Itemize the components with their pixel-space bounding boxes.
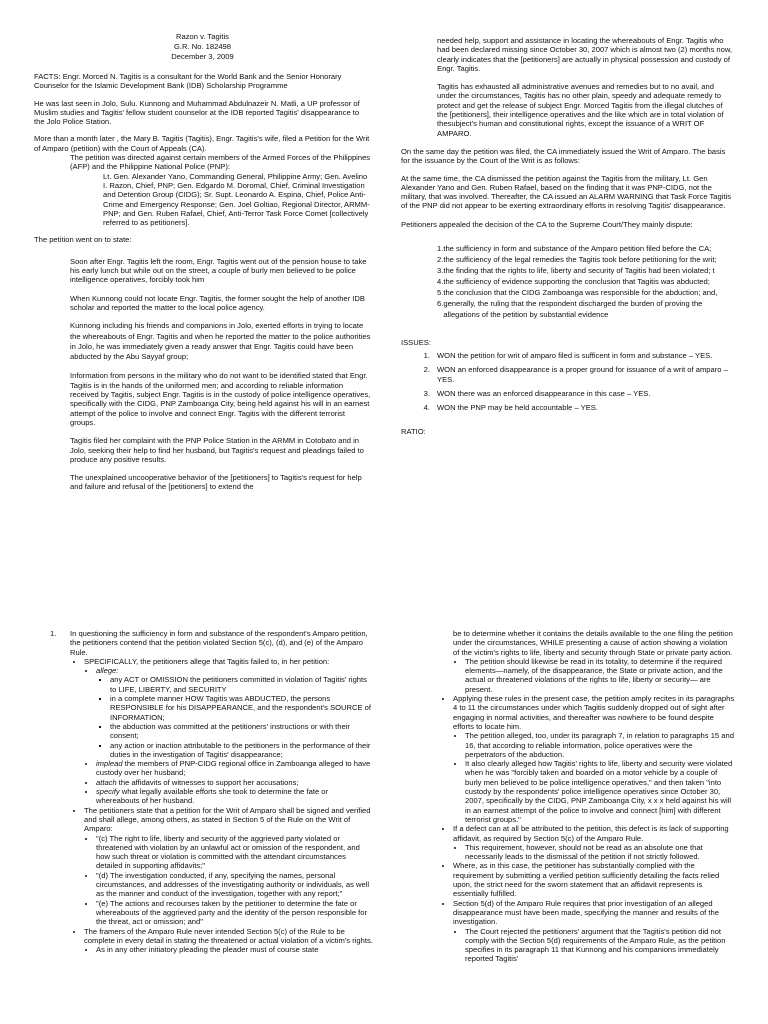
quote-paragraph: The unexplained uncooperative behavior of the [petitioners] to Tagitis's request for help and failure and refusal of the [petitioners] to extend the: [70, 473, 362, 492]
petition-went-on: The petition went on to state:: [34, 235, 132, 245]
ca-dismissed-paragraph: At the same time, the CA dismissed the petition against the Tagitis from the military, Lt. Gen Alexander Yano and Gen. Ruben Rafael, based on the finding that it was PNP-CIDG, not the military, that was involved. Thereafter, the CA issued an ALARM WARNING that Task Force Tagitis of the PNP did not appear to be exerting extraordinary efforts in resolving Tagitis' disappearance.: [401, 173, 732, 211]
quote-paragraph: Kunnong including his friends and companions in Jolo, exerted efforts in trying to locate the whereabouts of Engr. Tagitis and when he reported the matter to the police authorities in Jolo, he was immediately given a ready answer that Engr. Tagitis could have been abducted by the Abu Sayyaf group;: [70, 321, 371, 362]
list-item: • Applying these rules in the present case, the petition amply recites in its paragraphs 4 to 11 the circumstances under which Tagitis suddenly dropped out of sight after engaging in normal activities, and thereafter was nowhere to be found despite efforts to locate him. • The petition alleged, too, under its paragraph 7, in relation to paragraphs 15 and 16, that according to reliable information, police operatives were the perpetrators of the abduction. • It also clearly alleged how Tagitis' rights to life, liberty and security were violated when he was "forcibly taken and boarded on a motor vehicle by a couple of burly men believed to be police intelligence operatives," and then taken "into custody by the respondents' police intelligence operatives since October 30, 2007, specifically by the CIDG, PNP Zamboanga City, x x x held against his will in an earnest attempt of the police to involve and connect [him] with different terrorist groups.": [453, 694, 735, 824]
issue-item: 1. WON the petition for writ of amparo filed is sufficent in form and substance – YES.: [423, 351, 713, 361]
bottom-right-column: [397, 629, 735, 1024]
list-item: • SPECIFICALLY, the petitioners allege that Tagitis failed to, in her petition: • allege: ▪ any ACT or OMISSION the petitioners committed in violation of Tagitis' rights to LIFE, LIBERTY, and SECURITY ▪ in a complete manner HOW Tagitis was ABDUCTED, the persons RESPONSIBLE for his DISAPPEARANCE, and the respondent's SOURCE of INFORMATION; ▪ the abduction was committed at the petitioners' instructions or with their consent; ▪ any action or inaction attributable to the petitioners in the performance of their duties in the investigation of Tagitis' disappearance; • implead the members of PNP-CIDG regional office in Zamboanga alleged to have custody over her husband; • attach the affidavits of witnesses to support her accusations; • specify what legally available efforts she took to determine the fate or whereabouts of her husband.: [84, 657, 373, 806]
ratio-intro: In questioning the sufficiency in form and substance of the respondent's Amparo petition, the petitioners contend that the petition violated Section 5(c), (d), and (e) of the Amparo Rule.: [70, 629, 368, 657]
case-gr-number: G.R. No. 182498: [174, 42, 231, 51]
quote-paragraph: needed help, support and assistance in locating the whereabouts of Engr. Tagitis who had been declared missing since October 30, 2007 which is almost two (2) months now, clearly indicates that the [petitioners] are actually in physical possession and custody of Engr. Tagitis.: [437, 36, 733, 73]
ratio-heading: RATIO:: [401, 426, 426, 436]
dispute-item: 1. the sufficiency in form and substance of the Amparo petition filed before the CA;: [437, 243, 712, 253]
petition-filed-paragraph: More than a month later , the Mary B. Tagitis (Tagitis), Engr. Tagitis's wife, filed a Petition for the Writ of Amparo (petition) with the Court of Appeals (CA).: [34, 134, 370, 153]
dispute-item: 2. the sufficiency of the legal remedies the Tagitis took before petitioning for the writ;: [437, 254, 717, 264]
quote-paragraph: Soon after Engr. Tagitis left the room, Engr. Tagitis went out of the pension house to take his early lunch but while out on the street, a couple of burly men believed to be police intelligence operatives, forcibly took him: [70, 256, 367, 285]
continuation-paragraph: be to determine whether it contains the details available to the one filing the petition under the circumstances, WHILE presenting a cause of action showing a violation of the victim's rights to life, liberty and security through State or private party action.: [453, 629, 733, 657]
list-item: ▪ the abduction was committed at the petitioners' instructions or with their consent;: [110, 722, 373, 741]
top-right-column: [401, 36, 735, 436]
petition-directed-paragraph: The petition was directed against certain members of the Armed Forces of the Philippines (AFP) and the Philippine National Police (PNP):: [70, 153, 371, 172]
ratio-item: [50, 629, 373, 954]
list-item: • "(d) The investigation conducted, if any, specifying the names, personal circumstances, and addresses of the investigating authority or individuals, as well as the manner and conduct of the investigation, together with any report;": [96, 871, 373, 899]
list-item: • As in any other initiatory pleading the pleader must of course state: [96, 945, 373, 954]
list-item: • The petitioners state that a petition for the Writ of Amparo shall be signed and verified and shall allege, among others, as stated in Section 5 of the Rule on the Writ of Amparo: • "(c) The right to life, liberty and security of the aggrieved party violated or threatened with violation by an unlawful act or omission of the respondent, and how such threat or violation is committed with the attendant circumstances detailed in supporting affidavits;" • "(d) The investigation conducted, if any, specifying the names, personal circumstances, and addresses of the investigating authority or individuals, as well as the manner and conduct of the investigation, together with any report;" • "(e) The actions and recourses taken by the petitioner to determine the fate or whereabouts of the aggrieved party and the identity of the person responsible for the threat, act or omission; and": [84, 806, 373, 927]
respondents-list: Lt. Gen. Alexander Yano, Commanding General, Philippine Army; Gen. Avelino I. Razon, Chief, PNP; Gen. Edgardo M. Doromal, Chief, Criminal Investigation and Detention Group (CIDG); Sr. Supt. Leonardo A. Espina, Chief, Police Anti-Crime and Emergency Response; Gen. Joel Goltiao, Regional Director, ARMM-PNP; and Gen. Ruben Rafael, Chief, Anti-Terror Task Force Comet [collectively referred to as petitioners].: [103, 171, 370, 228]
list-item: • The petition alleged, too, under its paragraph 7, in relation to paragraphs 15 and 16, that according to reliable information, police operatives were the perpetrators of the abduction.: [465, 731, 735, 759]
list-item: ▪ in a complete manner HOW Tagitis was ABDUCTED, the persons RESPONSIBLE for his DISAPPEARANCE, and the respondent's SOURCE of INFORMATION;: [110, 694, 373, 722]
issue-item: 4. WON the PNP may be held accountable – YES.: [423, 403, 598, 413]
list-item: • This requirement, however, should not be read as an absolute one that necessarily leads to the dismissal of the petition if not strictly followed.: [465, 843, 735, 862]
list-item: ▪ any ACT or OMISSION the petitioners committed in violation of Tagitis' rights to LIFE, LIBERTY, and SECURITY: [110, 675, 373, 694]
case-date: December 3, 2009: [171, 52, 234, 61]
ratio-continuation: [397, 629, 735, 694]
last-seen-paragraph: He was last seen in Jolo, Sulu. Kunnong and Muhammad Abdulnazeir N. Matli, a UP professor of Muslim studies and Tagitis' fellow student counselor at the IDB reported Tagitis' disappearance to the Jolo Police Station.: [34, 98, 360, 127]
list-item: • The framers of the Amparo Rule never intended Section 5(c) of the Rule to be complete in every detail in stating the threatened or actual violation of a victim's rights. • As in any other initiatory pleading the pleader must of course state: [84, 927, 373, 955]
list-item: • The Court rejected the petitioners' argument that the Tagitis's petition did not comply with the Section 5(d) requirements of the Amparo Rule, as the petition specifies in its paragraph 11 that Kunnong and his companions immediately reported Tagitis': [465, 927, 735, 964]
disputes-list: [401, 243, 735, 320]
quote-continuation: [401, 36, 735, 138]
list-item: • attach the affidavits of witnesses to support her accusations;: [96, 778, 373, 787]
quote-paragraph: Tagitis has exhausted all administrative avenues and remedies but to no avail, and under the circumstances, Tagitis has no other plain, speedy and adequate remedy to protect and get the release of subject Engr. Morced Tagitis from the illegal clutches of the [petitioners], their intelligence operatives and the like which are in total violation of thesubject's human and constitutional rights, except the issuance of a WRIT OF AMPARO.: [437, 82, 724, 138]
quote-paragraph: Information from persons in the military who do not want to be identified stated that Engr. Tagitis is in the hands of the uniformed men; and according to reliable information received by Tagitis, subject Engr. Tagitis is in the custody of police intelligence operatives, specifically with the CIDG, PNP Zamboanga City, being held against his will in an earnest attempt of the police to involve and connect Engr. Tagitis with the different terrorist groups.: [70, 371, 371, 427]
facts-paragraph: FACTS: Engr. Morced N. Tagitis is a consultant for the World Bank and the Senior Honorary Counselor for the Islamic Development Bank (IDB) Scholarship Programme: [34, 72, 342, 91]
list-item: • Section 5(d) of the Amparo Rule requires that prior investigation of an alleged disappearance must have been made, specifying the manner and results of the investigation. • The Court rejected the petitioners' argument that the Tagitis's petition did not comply with the Section 5(d) requirements of the Amparo Rule, as the petition specifies in its paragraph 11 that Kunnong and his companions immediately reported Tagitis': [453, 899, 735, 964]
dispute-item: 3. the finding that the rights to life, liberty and security of Tagitis had been violated; t: [437, 265, 715, 275]
list-item: • It also clearly alleged how Tagitis' rights to life, liberty and security were violated when he was "forcibly taken and boarded on a motor vehicle by a couple of burly men believed to be police intelligence operatives," and then taken "into custody by the respondents' police intelligence operatives since October 30, 2007, specifically by the CIDG, PNP Zamboanga City, x x x held against his will in an earnest attempt of the police to involve and connect [him] with different terrorist groups.": [465, 759, 735, 824]
bottom-left-column: [50, 629, 373, 1024]
list-item: • If a defect can at all be attributed to the petition, this defect is its lack of supporting affidavit, as required by Section 5(c) of the Amparo Rule. • This requirement, however, should not be read as an absolute one that necessarily leads to the dismissal of the petition if not strictly followed.: [453, 824, 735, 861]
quote-paragraph: When Kunnong could not locate Engr. Tagitis, the former sought the help of another IDB scholar and reported the matter to the local police agency.: [70, 293, 365, 312]
issues-heading: ISSUES:: [401, 337, 431, 347]
issues-list: [401, 351, 735, 412]
list-item: • allege: ▪ any ACT or OMISSION the petitioners committed in violation of Tagitis' rights to LIFE, LIBERTY, and SECURITY ▪ in a complete manner HOW Tagitis was ABDUCTED, the persons RESPONSIBLE for his DISAPPEARANCE, and the respondent's SOURCE of INFORMATION; ▪ the abduction was committed at the petitioners' instructions or with their consent; ▪ any action or inaction attributable to the petitioners in the performance of their duties in the investigation of Tagitis' disappearance;: [96, 666, 373, 759]
issue-item: 3. WON there was an enforced disappearance in this case – YES.: [423, 388, 651, 398]
case-header: [34, 32, 371, 62]
list-item: • The petition should likewise be read in its totality, to determine if the required elements—namely, of the disappearance, the State or private action, and the actual or threatened violations of the rights to life, liberty or security— are present.: [465, 657, 735, 694]
list-item: • Where, as in this case, the petitioner has substantially complied with the requirement by submitting a verified petition sufficiently detailing the facts relied upon, the strict need for the sworn statement that an affidavit represents is essentially fulfilled.: [453, 861, 735, 898]
case-title: Razon v. Tagitis: [176, 32, 229, 41]
dispute-item: 6. generally, the ruling that the respondent discharged the burden of proving the allegations of the petition by substantial evidence: [437, 298, 703, 319]
writ-issued-paragraph: On the same day the petition was filed, the CA immediately issued the Writ of Amparo. The basis for the issuance by the Court of the Writ is as follows:: [401, 146, 726, 166]
dispute-item: 5. the conclusion that the CIDG Zamboanga was responsible for the abduction; and,: [437, 287, 718, 297]
list-item: ▪ any action or inaction attributable to the petitioners in the performance of their duties in the investigation of Tagitis' disappearance;: [110, 741, 373, 760]
petition-quote: [34, 257, 371, 492]
top-left-column: [34, 32, 371, 500]
appeal-paragraph: Petitioners appealed the decision of the CA to the Supreme Court/They mainly dispute:: [401, 219, 693, 229]
list-item: • "(e) The actions and recourses taken by the petitioner to determine the fate or whereabouts of the aggrieved party and the identity of the person responsible for the threat, act or omission; and": [96, 899, 373, 927]
ratio-number: 1.: [50, 629, 57, 638]
list-item: • specify what legally available efforts she took to determine the fate or whereabouts of her husband.: [96, 787, 373, 806]
list-item: • "(c) The right to life, liberty and security of the aggrieved party violated or threatened with violation by an unlawful act or omission of the respondent, and how such threat or violation is committed with the attendant circumstances detailed in supporting affidavits;": [96, 834, 373, 871]
issue-item: 2. WON an enforced disappearance is a proper ground for issuance of a writ of amparo – YES.: [423, 365, 728, 384]
dispute-item: 4. the sufficiency of evidence supporting the conclusion that Tagitis was abducted;: [437, 276, 710, 286]
quote-paragraph: Tagitis filed her complaint with the PNP Police Station in the ARMM in Cotobato and in Jolo, seeking their help to find her husband, but Tagitis's request and pleadings failed to produce any positive results.: [70, 436, 364, 464]
list-item: • implead the members of PNP-CIDG regional office in Zamboanga alleged to have custody over her husband;: [96, 759, 373, 778]
